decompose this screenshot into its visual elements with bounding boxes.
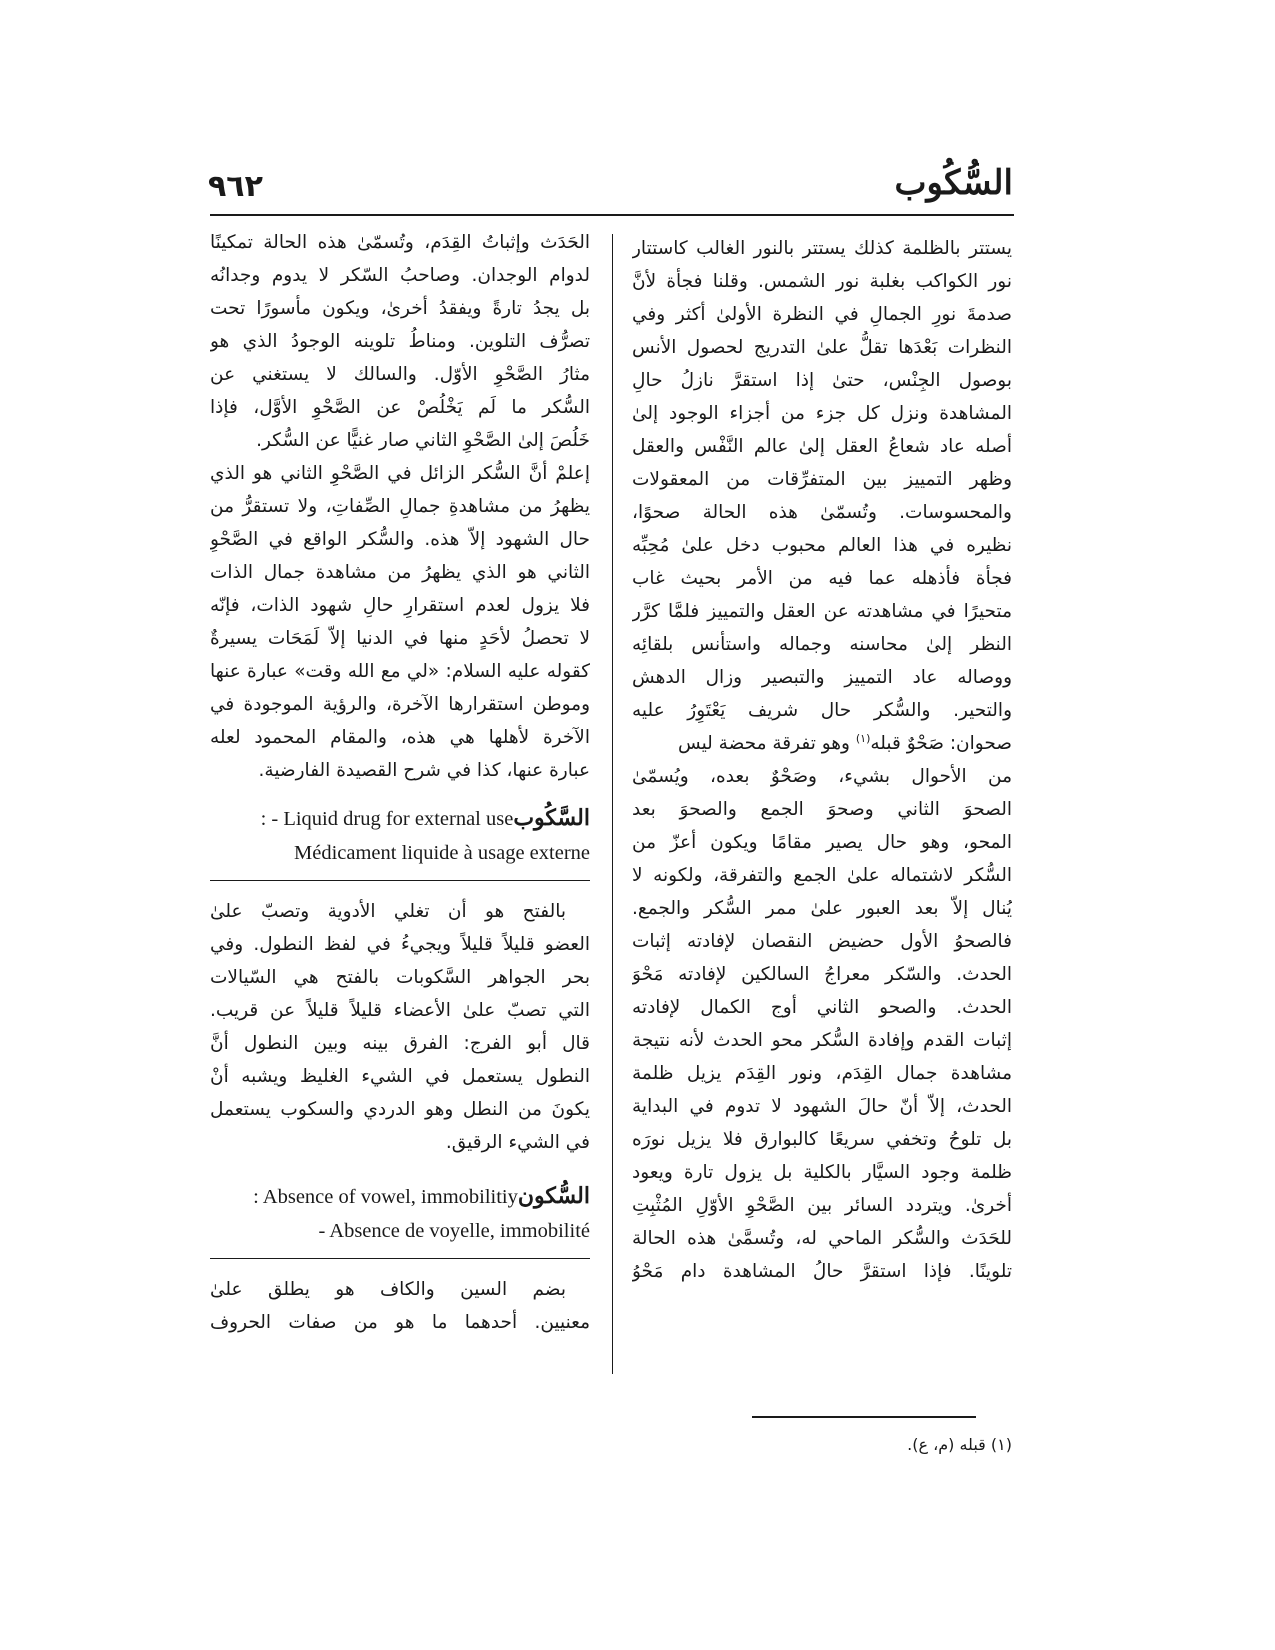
- text-line: معنيين. أحدهما ما هو من صفات الحروف: [210, 1312, 590, 1333]
- text-line: النظرات بَعْدَها تقلُّ علىٰ التدريج لحصول الأنس: [632, 337, 1012, 358]
- entry-divider: [210, 1258, 590, 1259]
- text-line: الصحوَ الثاني وصحوَ الجمع والصحوَ بعد: [632, 799, 1012, 820]
- text-line: الحدث. والسّكر معراجُ السالكين لإفادته مَحْوَ: [632, 964, 1012, 985]
- text-fragment: وهو تفرقة محضة ليس: [678, 733, 856, 754]
- text-line: المشاهدة ونزل كل جزء من أجزاء الوجود إلىٰ: [632, 403, 1012, 424]
- text-line: تلوينًا. فإذا استقرَّ حالُ المشاهدة دام مَحْوُ: [632, 1261, 1012, 1282]
- header-rule: [210, 214, 1014, 216]
- text-fragment: صحوان: صَحْوٌ قبله: [870, 733, 1012, 754]
- text-line: الآخرة لأهلها هي هذه، والمقام المحمود لعله: [210, 727, 590, 748]
- text-line: ظلمة وجود السيَّار بالكلية بل يزول تارة ويعود: [632, 1162, 1012, 1183]
- text-line: أصله عاد شعاعُ العقل إلىٰ عالم النَّفْس والعقل: [632, 436, 1012, 457]
- footnote-rule: [752, 1416, 976, 1418]
- running-head: السُّكُوب: [894, 163, 1013, 203]
- text-line: يستتر بالظلمة كذلك يستتر بالنور الغالب كاستتار: [632, 238, 1012, 259]
- text-line: أخرىٰ. ويتردد السائر بين الصَّحْوِ الأوّلِ المُثْبِتِ: [632, 1195, 1012, 1216]
- text-line: فلا يزول لعدم استقرارِ حالِ شهود الذات، فإنّه: [210, 595, 590, 616]
- text-line: للحَدَث والسُّكر الماحي له، وتُسمَّىٰ هذه الحالة: [632, 1228, 1012, 1249]
- text-line: الحدث. والصحو الثاني أوج الكمال لإفادته: [632, 997, 1012, 1018]
- text-line: يُنال إلاّ بعد العبور علىٰ ممر السُّكر والجمع.: [632, 898, 1012, 919]
- text-line: الحَدَث وإثباتُ القِدَم، وتُسمّىٰ هذه الحالة تمكينًا: [210, 232, 590, 253]
- text-line: والمحسوسات. وتُسمّىٰ هذه الحالة صحوًا،: [632, 502, 1012, 523]
- entry-sakub: [210, 801, 590, 1165]
- text-line: بحر الجواهر السَّكوبات بالفتح هي السّيالات: [210, 967, 590, 988]
- text-line: المحو، وهو حال يصير مقامًا ويكون أعزّ من: [632, 832, 1012, 853]
- text-line: الثاني هو الذي يظهرُ من مشاهدة جمال الذات: [210, 562, 590, 583]
- column-rule: [612, 234, 613, 1374]
- entry-heading: [210, 801, 590, 836]
- text-line: فالصحوُ الأول حضيض النقصان لإفادته إثبات: [632, 931, 1012, 952]
- text-line: إثبات القدم وإفادة السُّكر محو الحدث لأنه نتيجة: [632, 1030, 1012, 1051]
- text-line: ووصاله عاد التمييز والتبصير وزال الدهش: [632, 667, 1012, 688]
- text-line: السُّكر لاشتماله علىٰ الجمع والتفرقة، ولكونه لا: [632, 865, 1012, 886]
- text-line: وظهر التمييز بين المتفرِّقات من المعقولات: [632, 469, 1012, 490]
- text-line: بوصول الجِنْس، حتىٰ إذا استقرَّ نازلُ حالِ: [632, 370, 1012, 391]
- text-line: تصرُّف التلوين. ومناطُ تلوينه الوجودُ الذي هو: [210, 331, 590, 352]
- text-line: بالفتح هو أن تغلي الأدوية وتصبّ علىٰ: [210, 901, 566, 922]
- left-column: [210, 226, 590, 1345]
- entry-english: : - Liquid drug for external use: [260, 808, 514, 830]
- text-line: والتحير. والسُّكر حال شريف يَعْتَوِرُ عليه: [632, 700, 1012, 721]
- text-line: عبارة عنها، كذا في شرح القصيدة الفارضية.: [258, 760, 590, 781]
- text-line: قال أبو الفرج: الفرق بينه وبين النطول أنَّ: [210, 1033, 590, 1054]
- text-line: النطول يستعمل في الشيء الغليظ ويشبه أنْ: [210, 1066, 590, 1087]
- text-line-with-footnote: [632, 727, 1012, 760]
- entry-divider: [210, 880, 590, 881]
- text-line: بل تلوحُ وتخفي سريعًا كالبوارق فلا يزيل نورَه: [632, 1129, 1012, 1150]
- text-line: متحيرًا في مشاهدته عن العقل والتمييز فلمَّا كرَّر: [632, 601, 1012, 622]
- entry-french: Médicament liquide à usage externe: [294, 842, 590, 864]
- entry-english: : Absence of vowel, immobilitiy: [253, 1186, 518, 1208]
- text-line: مشاهدة جمال القِدَم، ونور القِدَم يزيل ظلمة: [632, 1063, 1012, 1084]
- text-line: يظهرُ من مشاهدةِ جمالِ الصِّفاتِ، ولا تستقرُّ من: [210, 496, 590, 517]
- text-line: لا تحصلُ لأحَدٍ منها في الدنيا إلاّ لَمَحَات يسيرةٌ: [210, 628, 590, 649]
- text-line: يكونَ من النطل وهو الدردي والسكوب يستعمل: [210, 1099, 590, 1120]
- text-line: إعلمْ أنَّ السُّكر الزائل في الصَّحْوِ الثاني هو الذي: [210, 463, 590, 484]
- text-line: من الأحوال بشيء، وصَحْوٌ بعده، ويُسمّىٰ: [632, 766, 1012, 787]
- text-line: خَلُصَ إلىٰ الصَّحْوِ الثاني صار غنيًّا عن السُّكر.: [256, 430, 590, 451]
- text-line: كقوله عليه السلام: «لي مع الله وقت» عبارة عنها: [210, 661, 590, 682]
- text-line: صدمةَ نورِ الجمالِ في النظرة الأولىٰ أكثر وفي: [632, 304, 1012, 325]
- text-line: التي تصبّ علىٰ الأعضاء قليلاً قليلاً عن قريب.: [210, 1000, 590, 1021]
- text-line: في الشيء الرقيق.: [445, 1132, 590, 1153]
- text-line: وموطن استقرارها الآخرة، والرؤية الموجودة في: [210, 694, 590, 715]
- text-line: بل يجدُ تارةً ويفقدُ أخرىٰ، ويكون مأسورًا تحت: [210, 298, 590, 319]
- right-column: [632, 232, 1012, 1288]
- entry-sukun: [210, 1179, 590, 1345]
- text-line: لدوام الوجدان. وصاحبُ السّكر لا يدوم وجدانُه: [210, 265, 590, 286]
- text-line: السُّكر ما لَم يَخْلُصْ عن الصَّحْوِ الأوَّل، فإذا: [210, 397, 590, 418]
- entry-term: السَّكُوب: [513, 805, 590, 831]
- text-line: مثارُ الصَّحْوِ الأوّل. والسالك لا يستغني عن: [210, 364, 590, 385]
- entry-french: - Absence de voyelle, immobilité: [318, 1220, 590, 1242]
- text-line: حال الشهود إلاّ هذه. والسُّكر الواقع في الصَّحْوِ: [210, 529, 590, 550]
- entry-term: السُّكون: [517, 1183, 590, 1209]
- footnote-marker: (١): [855, 731, 871, 745]
- text-line: بضم السين والكاف هو يطلق علىٰ: [210, 1279, 566, 1300]
- text-line: الحدث، إلاّ أنّ حالَ الشهود لا تدوم في البداية: [632, 1096, 1012, 1117]
- text-line: نظيره في هذا العالم محبوب دخل علىٰ مُحِبِّه: [632, 535, 1012, 556]
- text-line: النظر إلىٰ محاسنه وجماله واستأنس بلقائِه: [632, 634, 1012, 655]
- entry-heading: [210, 1179, 590, 1214]
- text-line: فجأة فأذهله عما فيه من الأمر بحيث غاب: [632, 568, 1012, 589]
- footnote: (١) قبله (م، ع).: [907, 1435, 1012, 1454]
- page-number: ٩٦٢: [208, 169, 263, 204]
- text-line: العضو قليلاً قليلاً ويجيءُ في لفظ النطول. وفي: [210, 934, 590, 955]
- text-line: نور الكواكب بغلبة نور الشمس. وقلنا فجأة لأنَّ: [632, 271, 1012, 292]
